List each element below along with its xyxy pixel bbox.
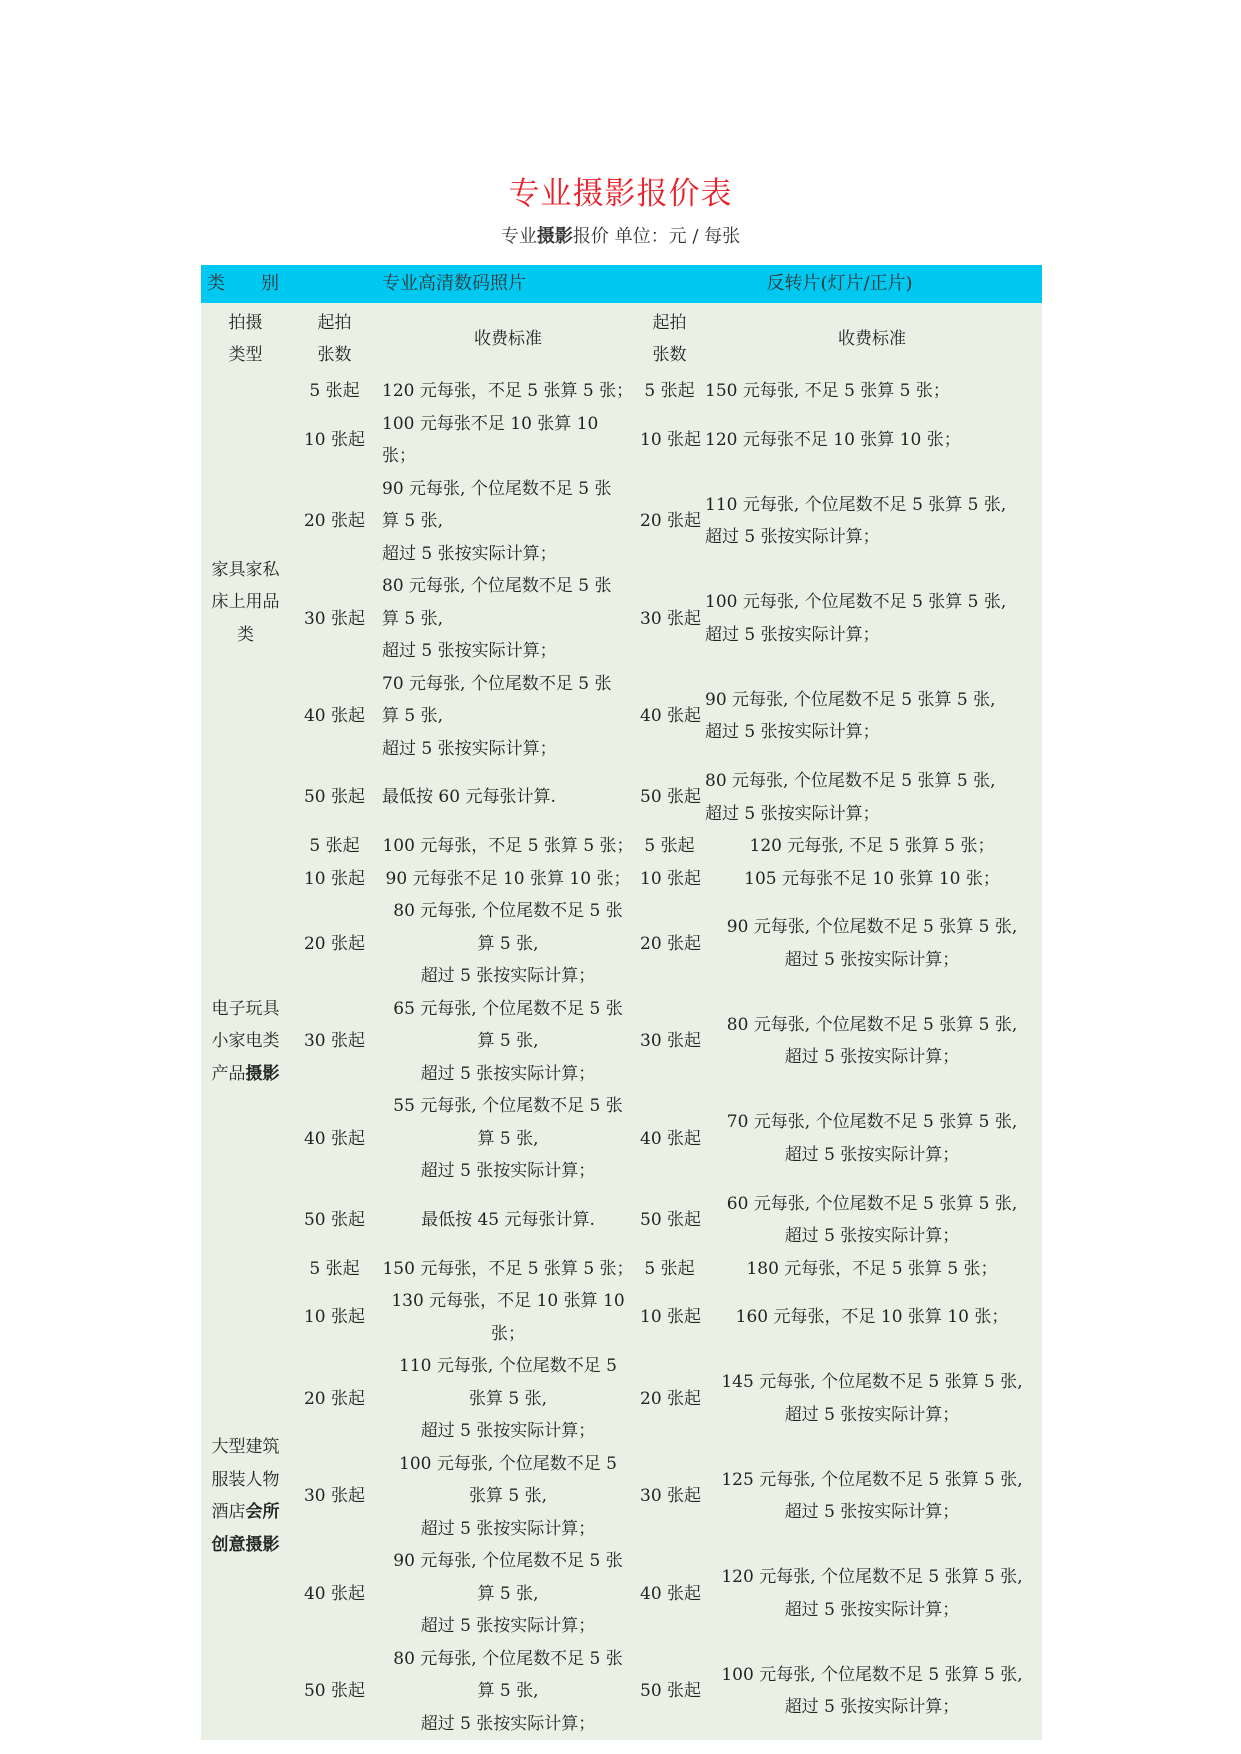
slide-fee: [702, 473, 1042, 571]
fee-line: 超过 5 张按实际计算；: [784, 1144, 960, 1165]
fee-line: 最低按 45 元每张计算.: [421, 1209, 595, 1230]
start-count-slide: 10 张起: [640, 868, 702, 889]
start-count: 5 张起: [309, 836, 360, 856]
subheader-start: [290, 303, 379, 375]
digital-fee: [379, 765, 637, 830]
table-row: [201, 1448, 1042, 1546]
category-bold: 摄影: [245, 1063, 280, 1084]
start-count-slide: 40 张起: [640, 1128, 702, 1149]
category-cell: [201, 375, 290, 830]
fee-line: 超过 5 张按实际计算；: [382, 543, 557, 564]
category-line: 大型建筑: [211, 1437, 280, 1458]
fee-line: 超过 5 张按实际计算；: [420, 1616, 596, 1636]
start-count-slide: 10 张起: [640, 1307, 702, 1328]
start-count: 40 张起: [303, 1128, 366, 1149]
digital-fee: [379, 1545, 637, 1643]
category-line-text: 酒店: [211, 1502, 246, 1523]
fee-line: 120 元每张，不足 5 张算 5 张；: [382, 381, 634, 401]
digital-fee: [379, 1253, 637, 1286]
fee-line: 110 元每张, 个位尾数不足 5 张算 5 张,: [705, 494, 1007, 515]
start-count: 30 张起: [303, 608, 366, 629]
subtitle-pre: 专业: [500, 226, 537, 247]
table-row: [201, 1090, 1042, 1188]
slide-fee: [702, 570, 1042, 668]
fee-line: 100 元每张, 个位尾数不足 5 张算 5 张,: [705, 592, 1007, 613]
fee-line: 超过 5 张按实际计算；: [784, 1502, 960, 1523]
fee-line: 算 5 张,: [477, 1128, 539, 1149]
start-count-slide: 50 张起: [640, 1681, 702, 1701]
slide-fee: [702, 1643, 1042, 1741]
category-cell: [201, 1253, 290, 1741]
fee-line: 张算 5 张,: [468, 1388, 548, 1409]
start-count: 30 张起: [303, 1486, 366, 1506]
start-count: 20 张起: [303, 1388, 366, 1409]
fee-line: 60 元每张, 个位尾数不足 5 张算 5 张,: [726, 1193, 1018, 1214]
fee-line: 100 元每张不足 10 张算 10 张；: [382, 413, 599, 466]
start-count: 20 张起: [303, 933, 366, 954]
fee-line: 90 元每张, 个位尾数不足 5 张: [393, 1551, 623, 1571]
fee-line: 180 元每张，不足 5 张算 5 张；: [746, 1258, 998, 1279]
fee-line: 超过 5 张按实际计算；: [784, 1047, 960, 1068]
fee-line: 80 元每张, 个位尾数不足 5 张算 5 张,: [705, 771, 996, 791]
start-count: 50 张起: [303, 1681, 366, 1701]
page-title: 专业摄影报价表: [508, 176, 733, 212]
digital-fee: [379, 993, 637, 1091]
slide-fee: [702, 1448, 1042, 1546]
digital-fee: [379, 408, 637, 473]
page-subtitle: [0, 222, 1241, 248]
fee-line: 超过 5 张按实际计算；: [705, 527, 880, 548]
slide-fee: [702, 1253, 1042, 1286]
fee-line: 100 元每张, 个位尾数不足 5 张算 5 张,: [721, 1664, 1023, 1685]
fee-line: 超过 5 张按实际计算；: [420, 1421, 596, 1441]
table-row: [201, 1253, 1042, 1286]
table-row: [201, 1545, 1042, 1643]
subheader-line: 类型: [228, 345, 263, 365]
start-count-slide: 5 张起: [644, 836, 695, 856]
fee-line: 80 元每张, 个位尾数不足 5 张: [393, 1648, 623, 1669]
digital-fee: [379, 668, 637, 766]
category-label: [212, 1431, 280, 1561]
fee-line: 算 5 张,: [477, 1583, 539, 1604]
table-row: [201, 1285, 1042, 1350]
digital-fee: [379, 1285, 637, 1350]
fee-line: 130 元每张，不足 10 张算 10: [391, 1291, 625, 1311]
fee-line: 150 元每张, 不足 5 张算 5 张；: [705, 381, 950, 401]
subheader-line: 拍摄: [228, 313, 263, 333]
slide-fee: [702, 765, 1042, 830]
slide-fee: [702, 993, 1042, 1091]
category-line: 床上用品: [211, 592, 280, 613]
subheader-line: 起拍: [652, 313, 687, 333]
slide-fee: [702, 1545, 1042, 1643]
fee-line: 125 元每张, 个位尾数不足 5 张算 5 张,: [721, 1469, 1023, 1490]
header-slide: 反转片(灯片/正片): [637, 265, 1042, 303]
category-line: [212, 1529, 280, 1562]
subheader-fee2: 收费标准: [838, 329, 906, 349]
category-label: [212, 554, 280, 652]
digital-fee: [379, 1643, 637, 1741]
digital-fee: [379, 570, 637, 668]
slide-fee: [702, 668, 1042, 766]
fee-line: 120 元每张不足 10 张算 10 张；: [705, 429, 961, 450]
start-count-slide: 20 张起: [640, 1388, 702, 1409]
fee-line: 超过 5 张按实际计算；: [784, 1226, 960, 1246]
fee-line: 100 元每张, 个位尾数不足 5: [399, 1453, 617, 1474]
fee-line: 超过 5 张按实际计算；: [705, 624, 880, 645]
digital-fee: [379, 1090, 637, 1188]
slide-fee: [702, 408, 1042, 473]
fee-line: 100 元每张，不足 5 张算 5 张；: [382, 836, 634, 856]
table-subheader-row: [201, 303, 1042, 375]
digital-fee: [379, 1448, 637, 1546]
digital-fee: [379, 830, 637, 863]
start-count-slide: 50 张起: [640, 787, 702, 808]
digital-fee: [379, 375, 637, 408]
start-count: 40 张起: [303, 706, 366, 726]
start-count-slide: 20 张起: [640, 511, 702, 531]
fee-line: 80 元每张, 个位尾数不足 5 张: [382, 576, 612, 596]
table-row: [201, 1350, 1042, 1448]
category-cell: [201, 830, 290, 1253]
fee-line: 65 元每张, 个位尾数不足 5 张: [393, 998, 623, 1019]
fee-line: 算 5 张,: [477, 1681, 539, 1701]
start-count: 20 张起: [303, 511, 366, 531]
fee-line: 110 元每张, 个位尾数不足 5: [399, 1356, 617, 1376]
table-row: [201, 408, 1042, 473]
category-line: 小家电类: [211, 1031, 280, 1051]
start-count: 5 张起: [309, 1258, 360, 1279]
start-count: 5 张起: [309, 381, 360, 401]
slide-fee: [702, 895, 1042, 993]
start-count-slide: 10 张起: [640, 429, 702, 450]
start-count-slide: 20 张起: [640, 933, 702, 954]
subheader-type: [201, 303, 290, 375]
fee-line: 150 元每张，不足 5 张算 5 张；: [382, 1258, 634, 1279]
fee-line: 算 5 张,: [382, 608, 444, 629]
start-count-slide: 30 张起: [640, 1486, 702, 1506]
fee-line: 120 元每张, 个位尾数不足 5 张算 5 张,: [721, 1567, 1023, 1588]
slide-fee: [702, 1188, 1042, 1253]
fee-line: 55 元每张, 个位尾数不足 5 张: [393, 1096, 623, 1116]
fee-line: 120 元每张, 不足 5 张算 5 张；: [749, 836, 995, 856]
start-count-slide: 40 张起: [640, 1583, 702, 1604]
digital-fee: [379, 895, 637, 993]
fee-line: 90 元每张, 个位尾数不足 5 张算 5 张,: [726, 917, 1018, 938]
start-count: 10 张起: [303, 429, 366, 450]
table-row: [201, 375, 1042, 408]
start-count-slide: 30 张起: [640, 1031, 702, 1051]
category-line: [212, 1496, 280, 1529]
fee-line: 145 元每张, 个位尾数不足 5 张算 5 张,: [721, 1372, 1023, 1393]
start-count-slide: 30 张起: [640, 608, 702, 629]
fee-line: 超过 5 张按实际计算；: [705, 803, 880, 824]
start-count: 10 张起: [303, 1307, 366, 1328]
category-line: 服装人物: [211, 1469, 280, 1490]
fee-line: 超过 5 张按实际计算；: [420, 966, 596, 986]
fee-line: 算 5 张,: [477, 933, 539, 954]
table-row: [201, 863, 1042, 896]
subheader-fee: 收费标准: [474, 329, 542, 349]
header-category: 类 别: [201, 265, 379, 303]
category-line: 家具家私: [211, 559, 280, 580]
fee-line: 超过 5 张按实际计算；: [420, 1713, 596, 1734]
slide-fee: [702, 1350, 1042, 1448]
fee-line: 105 元每张不足 10 张算 10 张；: [744, 868, 1000, 889]
table-row: [201, 765, 1042, 830]
subtitle-post: 报价 单位：元 / 每张: [572, 226, 741, 247]
category-line-text: 产品: [211, 1063, 246, 1084]
category-label: [212, 993, 280, 1091]
subheader-line: 张数: [652, 345, 687, 365]
subheader-line: 张数: [317, 345, 352, 365]
fee-line: 算 5 张,: [382, 706, 444, 726]
fee-line: 超过 5 张按实际计算；: [420, 1063, 596, 1084]
digital-fee: [379, 1350, 637, 1448]
slide-fee: [702, 1285, 1042, 1350]
table-row: [201, 570, 1042, 668]
fee-line: 90 元每张, 个位尾数不足 5 张算 5 张,: [705, 689, 996, 710]
fee-line: 90 元每张不足 10 张算 10 张；: [385, 868, 631, 889]
fee-line: 超过 5 张按实际计算；: [784, 1697, 960, 1718]
subheader-start2: [637, 303, 702, 375]
fee-line: 张算 5 张,: [468, 1486, 548, 1506]
slide-fee: [702, 863, 1042, 896]
slide-fee: [702, 830, 1042, 863]
fee-line: 算 5 张,: [477, 1031, 539, 1051]
table-row: [201, 1643, 1042, 1741]
fee-line: 70 元每张, 个位尾数不足 5 张: [382, 673, 612, 694]
fee-line: 80 元每张, 个位尾数不足 5 张: [393, 901, 623, 921]
fee-line: 90 元每张, 个位尾数不足 5 张: [382, 478, 612, 499]
fee-line: 70 元每张, 个位尾数不足 5 张算 5 张,: [726, 1112, 1018, 1133]
fee-line: 160 元每张，不足 10 张算 10 张；: [735, 1307, 1009, 1328]
digital-fee: [379, 1188, 637, 1253]
price-table-wrapper: [201, 265, 1042, 1754]
digital-fee: [379, 863, 637, 896]
table-row: [201, 830, 1042, 863]
fee-line: 80 元每张, 个位尾数不足 5 张算 5 张,: [726, 1014, 1018, 1035]
fee-line: 超过 5 张按实际计算；: [705, 722, 880, 743]
start-count: 50 张起: [303, 787, 366, 808]
fee-line: 张；: [491, 1323, 525, 1344]
fee-line: 超过 5 张按实际计算；: [784, 1404, 960, 1425]
slide-fee: [702, 1090, 1042, 1188]
start-count-slide: 50 张起: [640, 1209, 702, 1230]
table-row: [201, 993, 1042, 1091]
category-line: [212, 1058, 280, 1091]
price-table: [201, 265, 1042, 1740]
fee-line: 超过 5 张按实际计算；: [784, 949, 960, 970]
digital-fee: [379, 473, 637, 571]
category-bold: 会所: [245, 1502, 280, 1523]
fee-line: 最低按 60 元每张计算.: [382, 787, 556, 808]
start-count-slide: 5 张起: [644, 381, 695, 401]
subheader-line: 起拍: [317, 313, 352, 333]
slide-fee: [702, 375, 1042, 408]
category-bold: 创意摄影: [211, 1534, 280, 1555]
header-digital: 专业高清数码照片: [379, 265, 637, 303]
fee-line: 超过 5 张按实际计算；: [382, 641, 557, 661]
fee-line: 超过 5 张按实际计算；: [420, 1518, 596, 1539]
fee-line: 超过 5 张按实际计算；: [420, 1161, 596, 1181]
subtitle-bold: 摄影: [536, 226, 573, 247]
category-line: 类: [237, 624, 254, 645]
category-line: 电子玩具: [211, 998, 280, 1019]
start-count: 30 张起: [303, 1031, 366, 1051]
start-count: 40 张起: [303, 1583, 366, 1604]
start-count: 10 张起: [303, 868, 366, 889]
fee-line: 超过 5 张按实际计算；: [784, 1599, 960, 1620]
start-count: 50 张起: [303, 1209, 366, 1230]
table-header-row: [201, 265, 1042, 303]
table-row: [201, 668, 1042, 766]
table-row: [201, 895, 1042, 993]
start-count-slide: 5 张起: [644, 1258, 695, 1279]
table-row: [201, 473, 1042, 571]
table-row: [201, 1188, 1042, 1253]
start-count-slide: 40 张起: [640, 706, 702, 726]
fee-line: 超过 5 张按实际计算；: [382, 738, 557, 759]
fee-line: 算 5 张,: [382, 511, 444, 531]
